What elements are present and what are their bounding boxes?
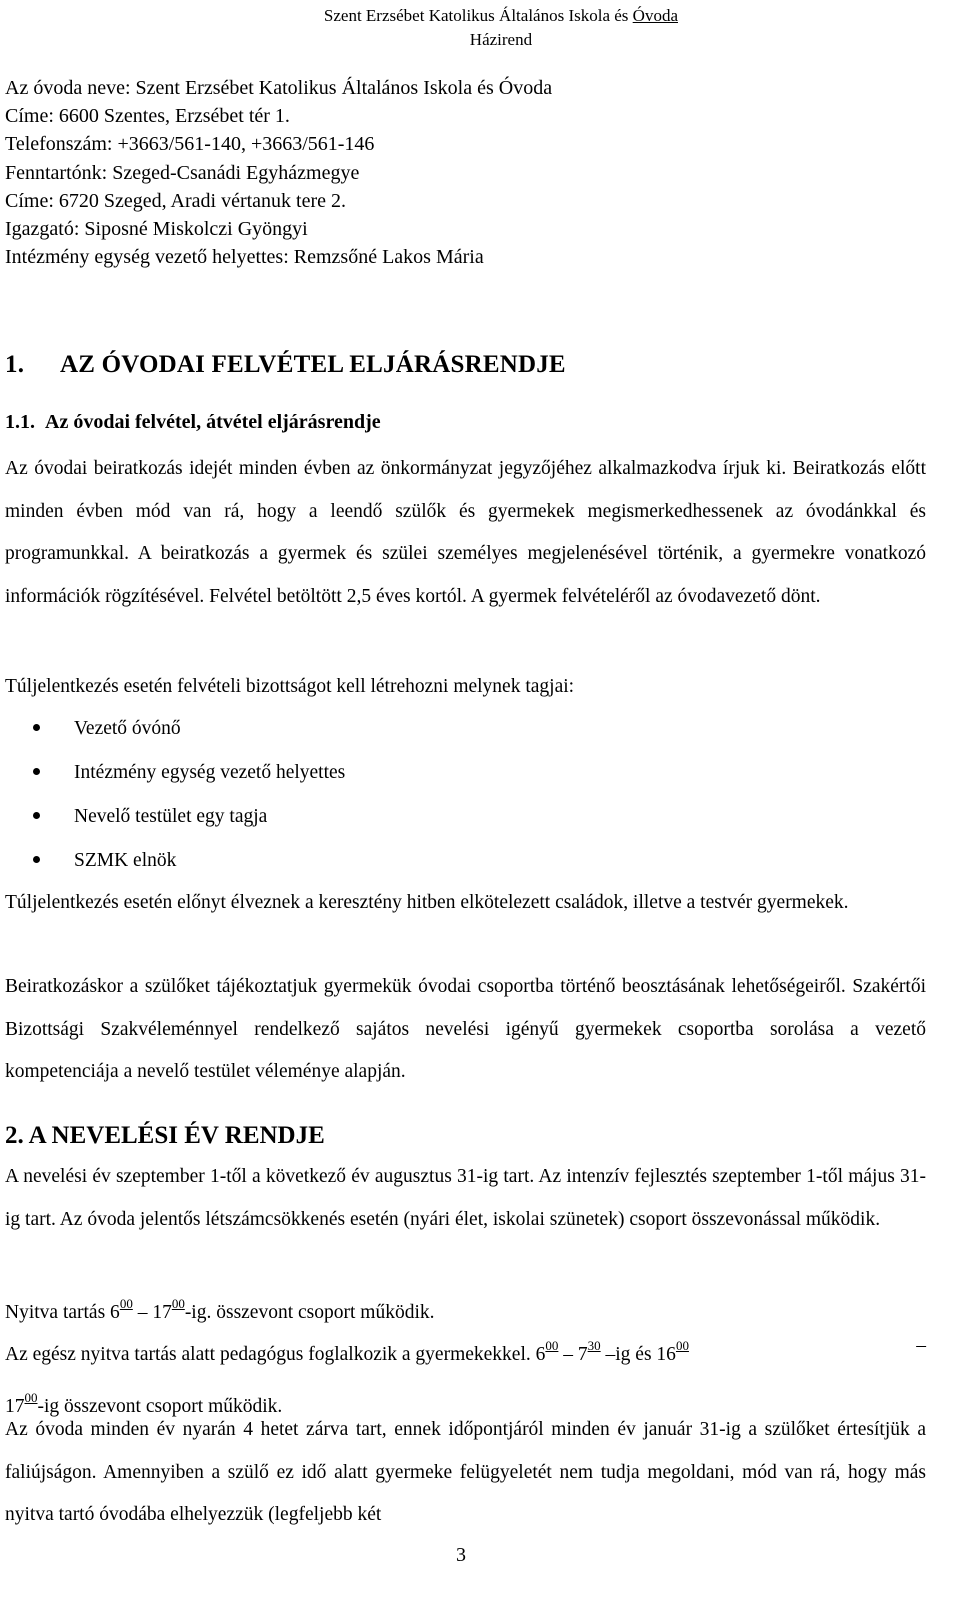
- committee-intro: Túljelentkezés esetén felvételi bizottságot kell létrehozni melynek tagjai:: [5, 676, 575, 697]
- info-line: Igazgató: Siposné Miskolczi Gyöngyi: [5, 218, 308, 241]
- bullet-icon: [33, 724, 40, 731]
- info-line: Telefonszám: +3663/561-140, +3663/561-146: [5, 133, 375, 156]
- committee-list: [33, 707, 345, 883]
- info-line: Címe: 6720 Szeged, Aradi vértanuk tere 2.: [5, 189, 347, 212]
- header-school-name: Szent Erzsébet Katolikus Általános Iskola és Óvoda: [323, 6, 678, 25]
- list-item: SZMK elnök: [33, 839, 345, 883]
- school-year-paragraph: A nevelési év szeptember 1-től a következő év augusztus 31-ig tart. Az intenzív fejlesztés szeptember 1-től május 31-ig tart. Az óvoda jelentős létszámcsökkenés esetén (nyári élet, iskolai szünetek) csoport összevonással működik.: [5, 1166, 926, 1230]
- opening-hours-paragraph: Nyitva tartás $6^{00} - 17^{00}-ig$. összevont csoport működik.: [5, 1296, 435, 1323]
- preference-paragraph: Túljelentkezés esetén előnyt élveznek a keresztény hitben elkötelezett családok, illetve a testvér gyermekek.: [5, 892, 849, 913]
- list-item: Intézmény egység vezető helyettes: [33, 751, 345, 795]
- info-line: Fenntartónk: Szeged-Csanádi Egyházmegye: [5, 161, 360, 184]
- summer-closure-paragraph: Az óvoda minden év nyarán 4 hetet zárva tart, ennek időpontjáról minden év január 31-ig a szülőket értesítjük a faliújságon. Amennyiben a szülő ez idő alatt gyermeke felügyeletét nem tudja megoldani, mód van rá, hogy más nyitva tartó óvodába elhelyezzük (legfeljebb két: [5, 1419, 926, 1525]
- bullet-icon: [33, 856, 40, 863]
- section-1-1-heading: 1.1. Az óvodai felvétel, átvétel eljárásrendje: [5, 411, 381, 433]
- page-header: [324, 4, 678, 52]
- list-item: Vezető óvónő: [33, 707, 345, 751]
- group-assignment-paragraph: Beiratkozáskor a szülőket tájékoztatjuk gyermekük óvodai csoportba történő beosztásának lehetőségeiről. Szakértői Bizottsági Szakvéleménnyel rendelkező sajátos nevelési igényű gyermekek csoportba sorolása a vezető kompetenciája a nevelő testület véleménye alapján.: [5, 976, 926, 1082]
- section-1-heading: 1. AZ ÓVODAI FELVÉTEL ELJÁRÁSRENDJE: [5, 351, 566, 378]
- info-line: Az óvoda neve: Szent Erzsébet Katolikus Általános Iskola és Óvoda: [5, 77, 553, 99]
- header-document-title: Házirend: [469, 30, 533, 49]
- supervision-line-1: Az egész nyitva tartás alatt pedagógus foglalkozik a gyermekekkel. $6^{00} - 7^{30}$ –ig és $16^{00}$ –: [5, 1335, 926, 1365]
- page-number: 3: [456, 1544, 466, 1566]
- list-item: Nevelő testület egy tagja: [33, 795, 345, 839]
- institution-info: [5, 74, 552, 271]
- info-line: Címe: 6600 Szentes, Erzsébet tér 1.: [5, 105, 290, 128]
- enrollment-paragraph: Az óvodai beiratkozás idejét minden évben az önkormányzat jegyzőjéhez alkalmazkodva írjuk ki. Beiratkozás előtt minden évben mód van rá, hogy a leendő szülők és gyermekek megismerkedhessenek az óvodánkkal és programunkkal. A beiratkozás a gyermek és szülei személyes megjelenésével történik, a gyermekre vonatkozó információk rögzítésével. Felvétel betöltött 2,5 éves kortól. A gyermek felvételéről az óvodavezető dönt.: [5, 458, 926, 607]
- supervision-line-2: $17^{00}-ig$ összevont csoport működik.: [5, 1389, 283, 1417]
- section-2-heading: 2. A NEVELÉSI ÉV RENDJE: [5, 1122, 325, 1149]
- bullet-icon: [33, 768, 40, 775]
- info-line: Intézmény egység vezető helyettes: Remzsőné Lakos Mária: [5, 246, 484, 269]
- bullet-icon: [33, 812, 40, 819]
